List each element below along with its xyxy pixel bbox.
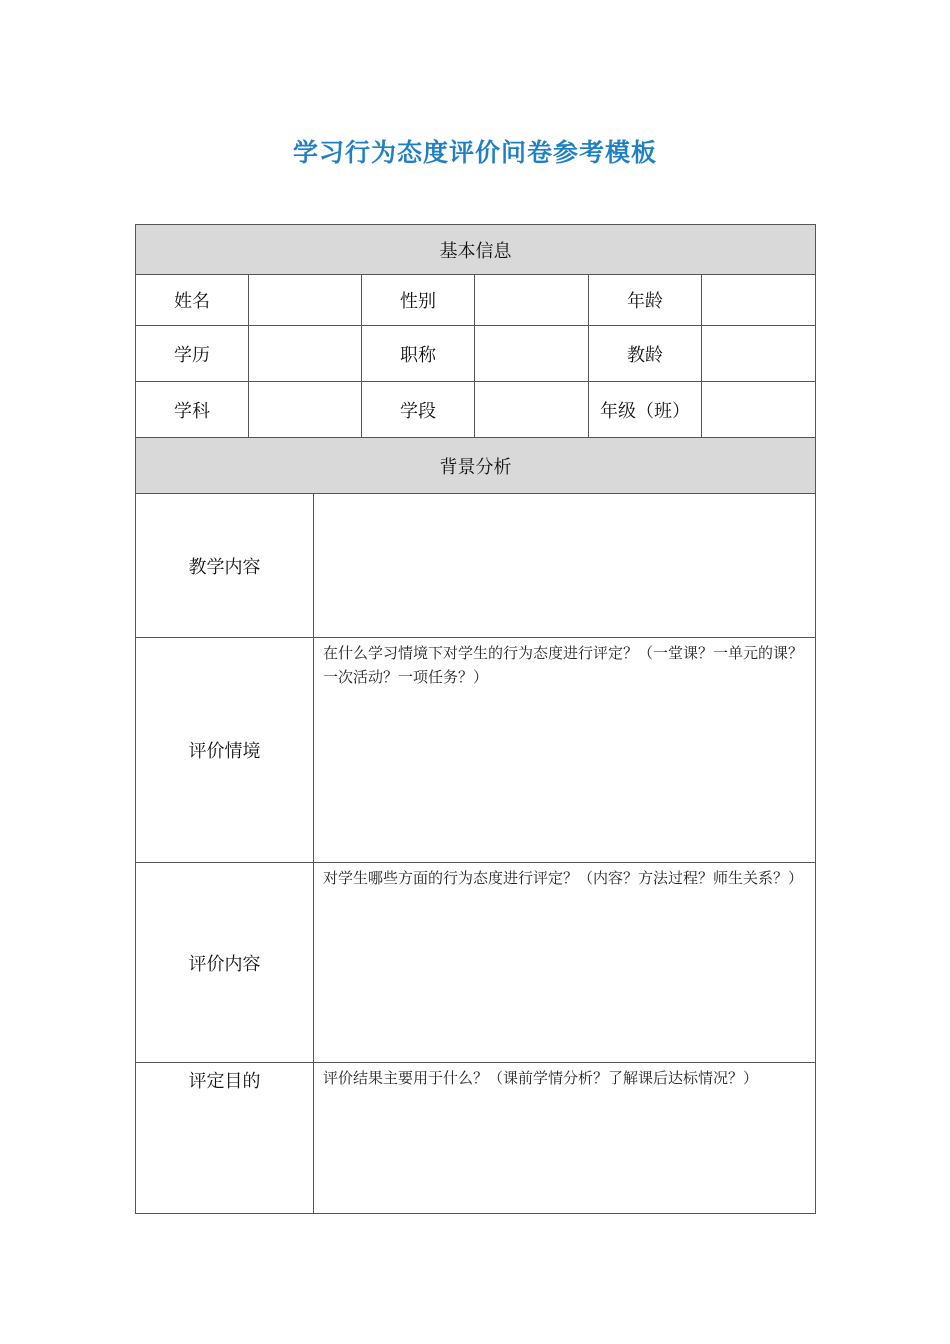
eval-content-field[interactable]: 对学生哪些方面的行为态度进行评定？（内容？方法过程？师生关系？）: [314, 863, 816, 1063]
grade-class-field[interactable]: [702, 382, 816, 438]
gender-field[interactable]: [475, 275, 589, 326]
questionnaire-table: [135, 224, 816, 1214]
info-row-2: [136, 326, 816, 382]
education-field[interactable]: [249, 326, 362, 382]
label-gender: 性别: [362, 275, 475, 326]
eval-purpose-field[interactable]: 评价结果主要用于什么？（课前学情分析？了解课后达标情况？）: [314, 1063, 816, 1214]
info-row-3: [136, 382, 816, 438]
basic-info-header: 基本信息: [136, 225, 816, 275]
label-teaching-years: 教龄: [589, 326, 702, 382]
teaching-content-field[interactable]: [314, 494, 816, 638]
age-field[interactable]: [702, 275, 816, 326]
label-grade-class: 年级（班）: [589, 382, 702, 438]
basic-info-header-row: [136, 225, 816, 275]
label-subject: 学科: [136, 382, 249, 438]
eval-context-label: 评价情境: [136, 638, 314, 863]
teaching-years-field[interactable]: [702, 326, 816, 382]
eval-purpose-label: 评定目的: [136, 1063, 314, 1214]
label-education: 学历: [136, 326, 249, 382]
eval-context-row: [136, 638, 816, 863]
page-title: 学习行为态度评价问卷参考模板: [292, 138, 657, 167]
label-name: 姓名: [136, 275, 249, 326]
label-title: 职称: [362, 326, 475, 382]
background-header-row: [136, 438, 816, 494]
teaching-content-row: [136, 494, 816, 638]
label-stage: 学段: [362, 382, 475, 438]
eval-purpose-row: [136, 1063, 816, 1214]
label-age: 年龄: [589, 275, 702, 326]
name-field[interactable]: [249, 275, 362, 326]
teaching-content-label: 教学内容: [136, 494, 314, 638]
eval-context-field[interactable]: 在什么学习情境下对学生的行为态度进行评定？（一堂课？一单元的课？一次活动？一项任务？）: [314, 638, 816, 863]
eval-content-row: [136, 863, 816, 1063]
title-field[interactable]: [475, 326, 589, 382]
info-row-1: [136, 275, 816, 326]
background-header: 背景分析: [136, 438, 816, 494]
eval-content-label: 评价内容: [136, 863, 314, 1063]
subject-field[interactable]: [249, 382, 362, 438]
stage-field[interactable]: [475, 382, 589, 438]
